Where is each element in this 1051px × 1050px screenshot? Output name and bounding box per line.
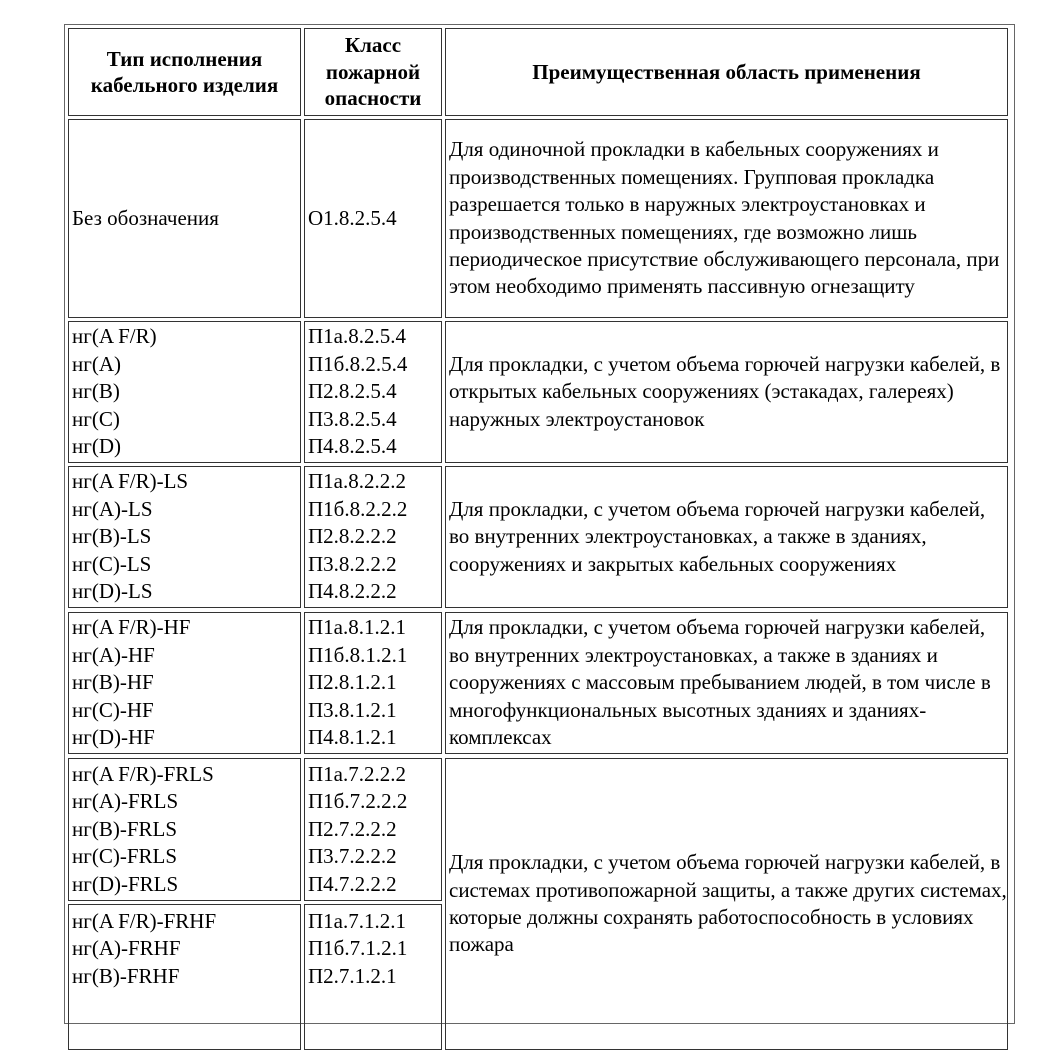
- row-4-type: [68, 758, 301, 901]
- row-0-class: [304, 119, 442, 318]
- type-line: нг(A)-FRHF: [72, 936, 181, 961]
- type-line: нг(A F/R)-LS: [72, 469, 189, 494]
- class-line: П4.8.2.2.2: [308, 579, 397, 604]
- class-line: П2.8.2.5.4: [308, 379, 397, 404]
- type-line: нг(A)-FRLS: [72, 789, 179, 814]
- type-line: нг(B)-LS: [72, 524, 152, 549]
- class-line: П1б.8.1.2.1: [308, 642, 408, 667]
- row-3-class: [304, 612, 442, 754]
- header-area: Преимущественная область применения: [445, 28, 1008, 116]
- row-2-area: [445, 466, 1008, 608]
- class-line: П1а.8.2.5.4: [308, 324, 406, 349]
- row-2-type: [68, 466, 301, 608]
- class-line: П1б.7.1.2.1: [308, 936, 408, 961]
- header-class: Класс пожарной опасности: [304, 28, 442, 116]
- row-5-type: [68, 904, 301, 1050]
- class-line: П1а.8.2.2.2: [308, 469, 406, 494]
- class-line: П2.8.1.2.1: [308, 670, 397, 695]
- class-line: П4.7.2.2.2: [308, 871, 397, 896]
- class-line: П3.8.2.5.4: [308, 406, 397, 431]
- class-line: П1а.8.1.2.1: [308, 615, 406, 640]
- row-5-class: [304, 904, 442, 1050]
- area-text: Для прокладки, с учетом объема горючей нагрузки кабелей, во внутренних электроустановках, а также в зданиях и сооружениях с массовым пребыванием людей, в том числе в многофункциональных высотных зданиях и зданиях-комплексах: [449, 615, 991, 750]
- row-1-type: [68, 321, 301, 463]
- type-line: нг(A F/R)-FRLS: [72, 761, 214, 786]
- row-1-class: [304, 321, 442, 463]
- type-line: нг(A F/R): [72, 324, 157, 349]
- class-line: П2.7.2.2.2: [308, 816, 397, 841]
- class-line: П2.7.1.2.1: [308, 963, 397, 988]
- type-line: нг(D)-LS: [72, 579, 153, 604]
- area-text: Для одиночной прокладки в кабельных сооружениях и производственных помещениях. Групповая прокладка разрешается только в наружных электроустановках и производственных помещениях, где возможно лишь периодическое присутствие обслуживающего персонала, при этом необходимо применять пассивную огнезащиту: [449, 137, 1000, 299]
- class-line: П3.8.2.2.2: [308, 551, 397, 576]
- type-line: нг(C): [72, 406, 120, 431]
- class-line: П1б.8.2.2.2: [308, 496, 408, 521]
- area-text: Для прокладки, с учетом объема горючей нагрузки кабелей, в открытых кабельных сооружениях (эстакадах, галереях) наружных электроустановок: [449, 351, 1001, 431]
- class-line: П4.8.2.5.4: [308, 434, 397, 459]
- type-line: нг(D)-HF: [72, 725, 155, 750]
- row-3-type: [68, 612, 301, 754]
- class-line: О1.8.2.5.4: [308, 205, 397, 230]
- type-line: нг(A)-LS: [72, 496, 153, 521]
- type-line: нг(B)-FRHF: [72, 963, 180, 988]
- area-text: Для прокладки, с учетом объема горючей нагрузки кабелей, в системах противопожарной защиты, а также других системах, которые должны сохранять работоспособность в условиях пожара: [449, 850, 1007, 957]
- type-line: нг(A F/R)-FRHF: [72, 909, 217, 933]
- row-1-area: [445, 321, 1008, 463]
- type-line: нг(C)-HF: [72, 697, 154, 722]
- type-line: нг(B)-FRLS: [72, 816, 178, 841]
- row-2-class: [304, 466, 442, 608]
- class-line: П1а.7.2.2.2: [308, 761, 406, 786]
- type-line: Без обозначения: [72, 205, 219, 230]
- type-line: нг(D): [72, 434, 122, 459]
- type-line: нг(A F/R)-HF: [72, 615, 191, 640]
- class-line: П1б.8.2.5.4: [308, 351, 408, 376]
- type-line: нг(D)-FRLS: [72, 871, 179, 896]
- class-line: П1а.7.1.2.1: [308, 909, 406, 933]
- row-0-type: [68, 119, 301, 318]
- row-0-area: [445, 119, 1008, 318]
- class-line: П3.8.1.2.1: [308, 697, 397, 722]
- class-line: П4.8.1.2.1: [308, 725, 397, 750]
- row-4-class: [304, 758, 442, 901]
- type-line: нг(A): [72, 351, 122, 376]
- type-line: нг(B): [72, 379, 120, 404]
- row-4-area: [445, 758, 1008, 1050]
- area-text: Для прокладки, с учетом объема горючей нагрузки кабелей, во внутренних электроустановках, а также в зданиях, сооружениях и закрытых кабельных сооружениях: [449, 496, 986, 576]
- type-line: нг(B)-HF: [72, 670, 154, 695]
- row-3-area: [445, 612, 1008, 754]
- class-line: П2.8.2.2.2: [308, 524, 397, 549]
- type-line: нг(C)-LS: [72, 551, 152, 576]
- type-line: нг(A)-HF: [72, 642, 155, 667]
- class-line: П3.7.2.2.2: [308, 844, 397, 869]
- class-line: П1б.7.2.2.2: [308, 789, 408, 814]
- header-type: Тип исполнения кабельного изделия: [68, 28, 301, 116]
- type-line: нг(C)-FRLS: [72, 844, 178, 869]
